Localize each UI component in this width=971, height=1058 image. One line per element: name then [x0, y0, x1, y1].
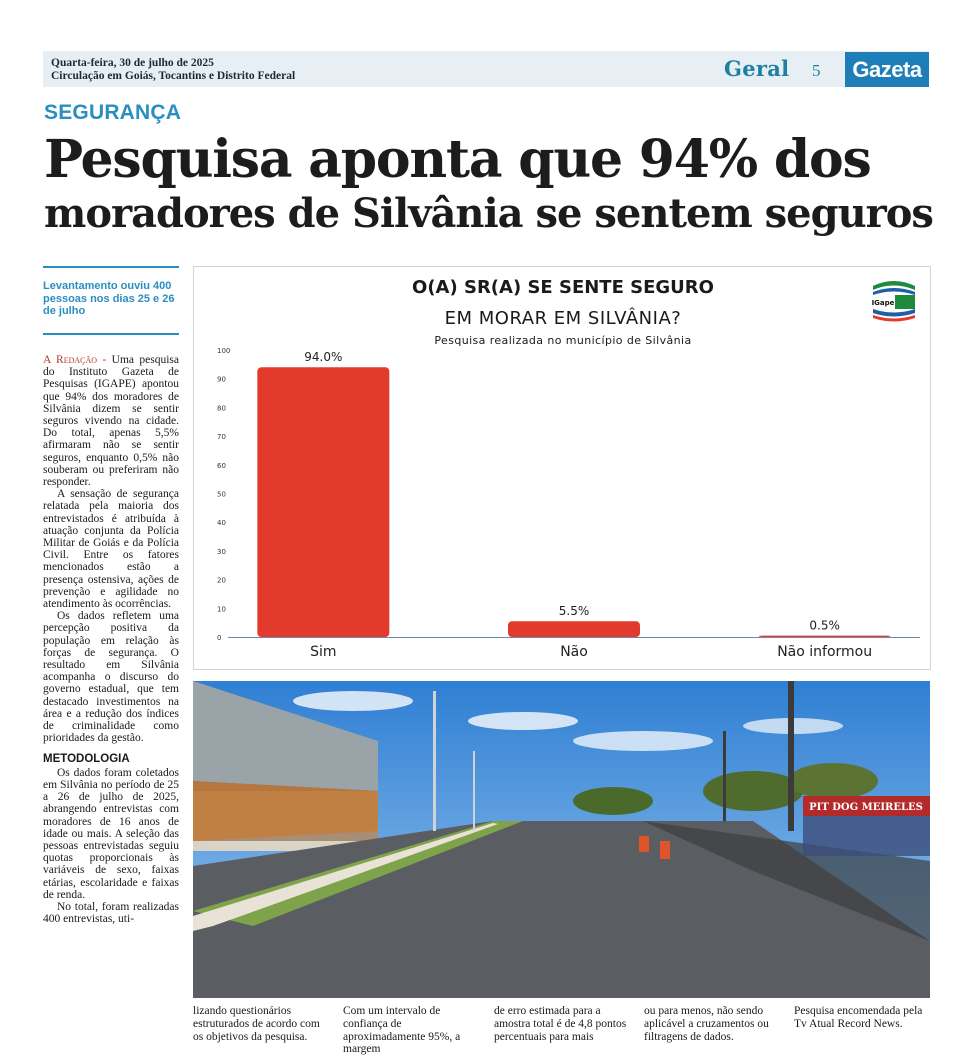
bar-chart: [193, 266, 929, 668]
data-label: 0.5%: [809, 618, 840, 633]
paragraph-3: Os dados refletem uma percepção positiva da população em relação às forças de segurança. O resultado em Silvânia acompanha o discurso do governo estadual, que tem destacado investimentos na área e a redução dos índices de criminalidade como prioridades da gestão.: [43, 610, 179, 745]
header-circulation: Circulação em Goiás, Tocantins e Distrito Federal: [51, 70, 296, 82]
data-label: 5.5%: [558, 604, 590, 619]
header-date: Quarta-feira, 30 de julho de 2025: [51, 57, 214, 69]
paragraph-1: [43, 354, 179, 488]
x-tick-label: Sim: [310, 644, 337, 660]
y-tick-label: 100: [217, 347, 231, 355]
y-tick-label: 50: [217, 490, 226, 499]
y-tick-label: 0: [217, 634, 222, 642]
paragraph-1-text: Uma pesquisa do Instituto Gazeta de Pesquisas (IGAPE) apontou que 94% dos moradores de Silvânia dizem se sentir seguros vivendo na cidade. Do total, apenas 5,5% afirmaram não se sentir seguros, enquanto 0,5% não souberam ou preferiram não responder.: [43, 354, 179, 489]
sidebar-rule-bottom: [43, 333, 179, 335]
article-column-6: Pesquisa encomendada pela Tv Atual Record News.: [794, 1005, 923, 1030]
y-tick-label: 80: [217, 404, 226, 413]
byline: A Redação -: [43, 354, 107, 366]
methodology-title: METODOLOGIA: [43, 752, 130, 765]
bar-2: [759, 636, 891, 637]
paragraph-2: A sensação de segurança relatada pela maioria dos entrevistados é atribuída à atuação conjunta da Polícia Militar de Goiás e da Polícia Civil. Entre os fatores mencionados estão a presença ostensiva, ações de prevenção e agilidade no atendimento às ocorrências.: [43, 488, 179, 611]
header-date-block: [51, 57, 295, 83]
paragraph-4: Os dados foram coletados em Silvânia no período de 25 a 26 de julho de 2025, abrangendo entrevistas com moradores de 16 anos de idade ou mais. A seleção das pessoas entrevistadas seguiu quotas proporcionais às variáveis de sexo, faixas etárias, escolaridade e faixas de renda.: [43, 766, 179, 901]
chart-note: Pesquisa realizada no município de Silvânia: [434, 334, 692, 347]
headline-line1: Pesquisa aponta que 94% dos: [44, 129, 871, 190]
y-tick-label: 70: [217, 433, 226, 442]
y-tick-label: 90: [217, 375, 226, 384]
paragraph-5: No total, foram realizadas 400 entrevistas, uti-: [43, 900, 179, 926]
y-tick-label: 10: [217, 605, 226, 614]
headline: [44, 130, 944, 238]
igape-logo-text: IGape: [871, 299, 895, 307]
sidebar-summary: Levantamento ouviu 400 pessoas nos dias 25 e 26 de julho: [43, 280, 175, 317]
sidebar-rule-top: [43, 266, 179, 268]
bar-1: [508, 621, 640, 637]
article-column-4: de erro estimada para a amostra total é de 4,8 pontos percentuais para mais: [494, 1005, 627, 1043]
street-photo: [193, 681, 930, 998]
chart-subtitle: EM MORAR EM SILVÂNIA?: [444, 308, 682, 329]
article-column-5: ou para menos, não sendo aplicável a cruzamentos ou filtragens de dados.: [644, 1005, 769, 1043]
section-name: Geral: [724, 56, 790, 81]
y-tick-label: 20: [217, 576, 226, 585]
x-tick-label: Não informou: [777, 644, 873, 660]
y-tick-label: 60: [217, 461, 226, 470]
photo-sign: PIT DOG MEIRELES: [809, 802, 923, 813]
article-column-1: [43, 354, 179, 925]
data-label: 94.0%: [304, 350, 343, 365]
y-tick-label: 30: [217, 547, 226, 556]
x-tick-label: Não: [560, 644, 588, 660]
article-column-2: lizando questionários estruturados de acordo com os objetivos da pesquisa.: [193, 1005, 320, 1043]
page-number: 5: [812, 61, 821, 80]
chart-title: O(A) SR(A) SE SENTE SEGURO: [412, 277, 714, 298]
kicker: SEGURANÇA: [44, 101, 182, 124]
bar-0: [257, 367, 389, 637]
article-column-3: Com um intervalo de confiança de aproximadamente 95%, a margem: [343, 1005, 461, 1056]
y-tick-label: 40: [217, 519, 226, 528]
newspaper-logo: Gazeta: [845, 52, 929, 87]
headline-line2: moradores de Silvânia se sentem seguros: [44, 190, 933, 237]
